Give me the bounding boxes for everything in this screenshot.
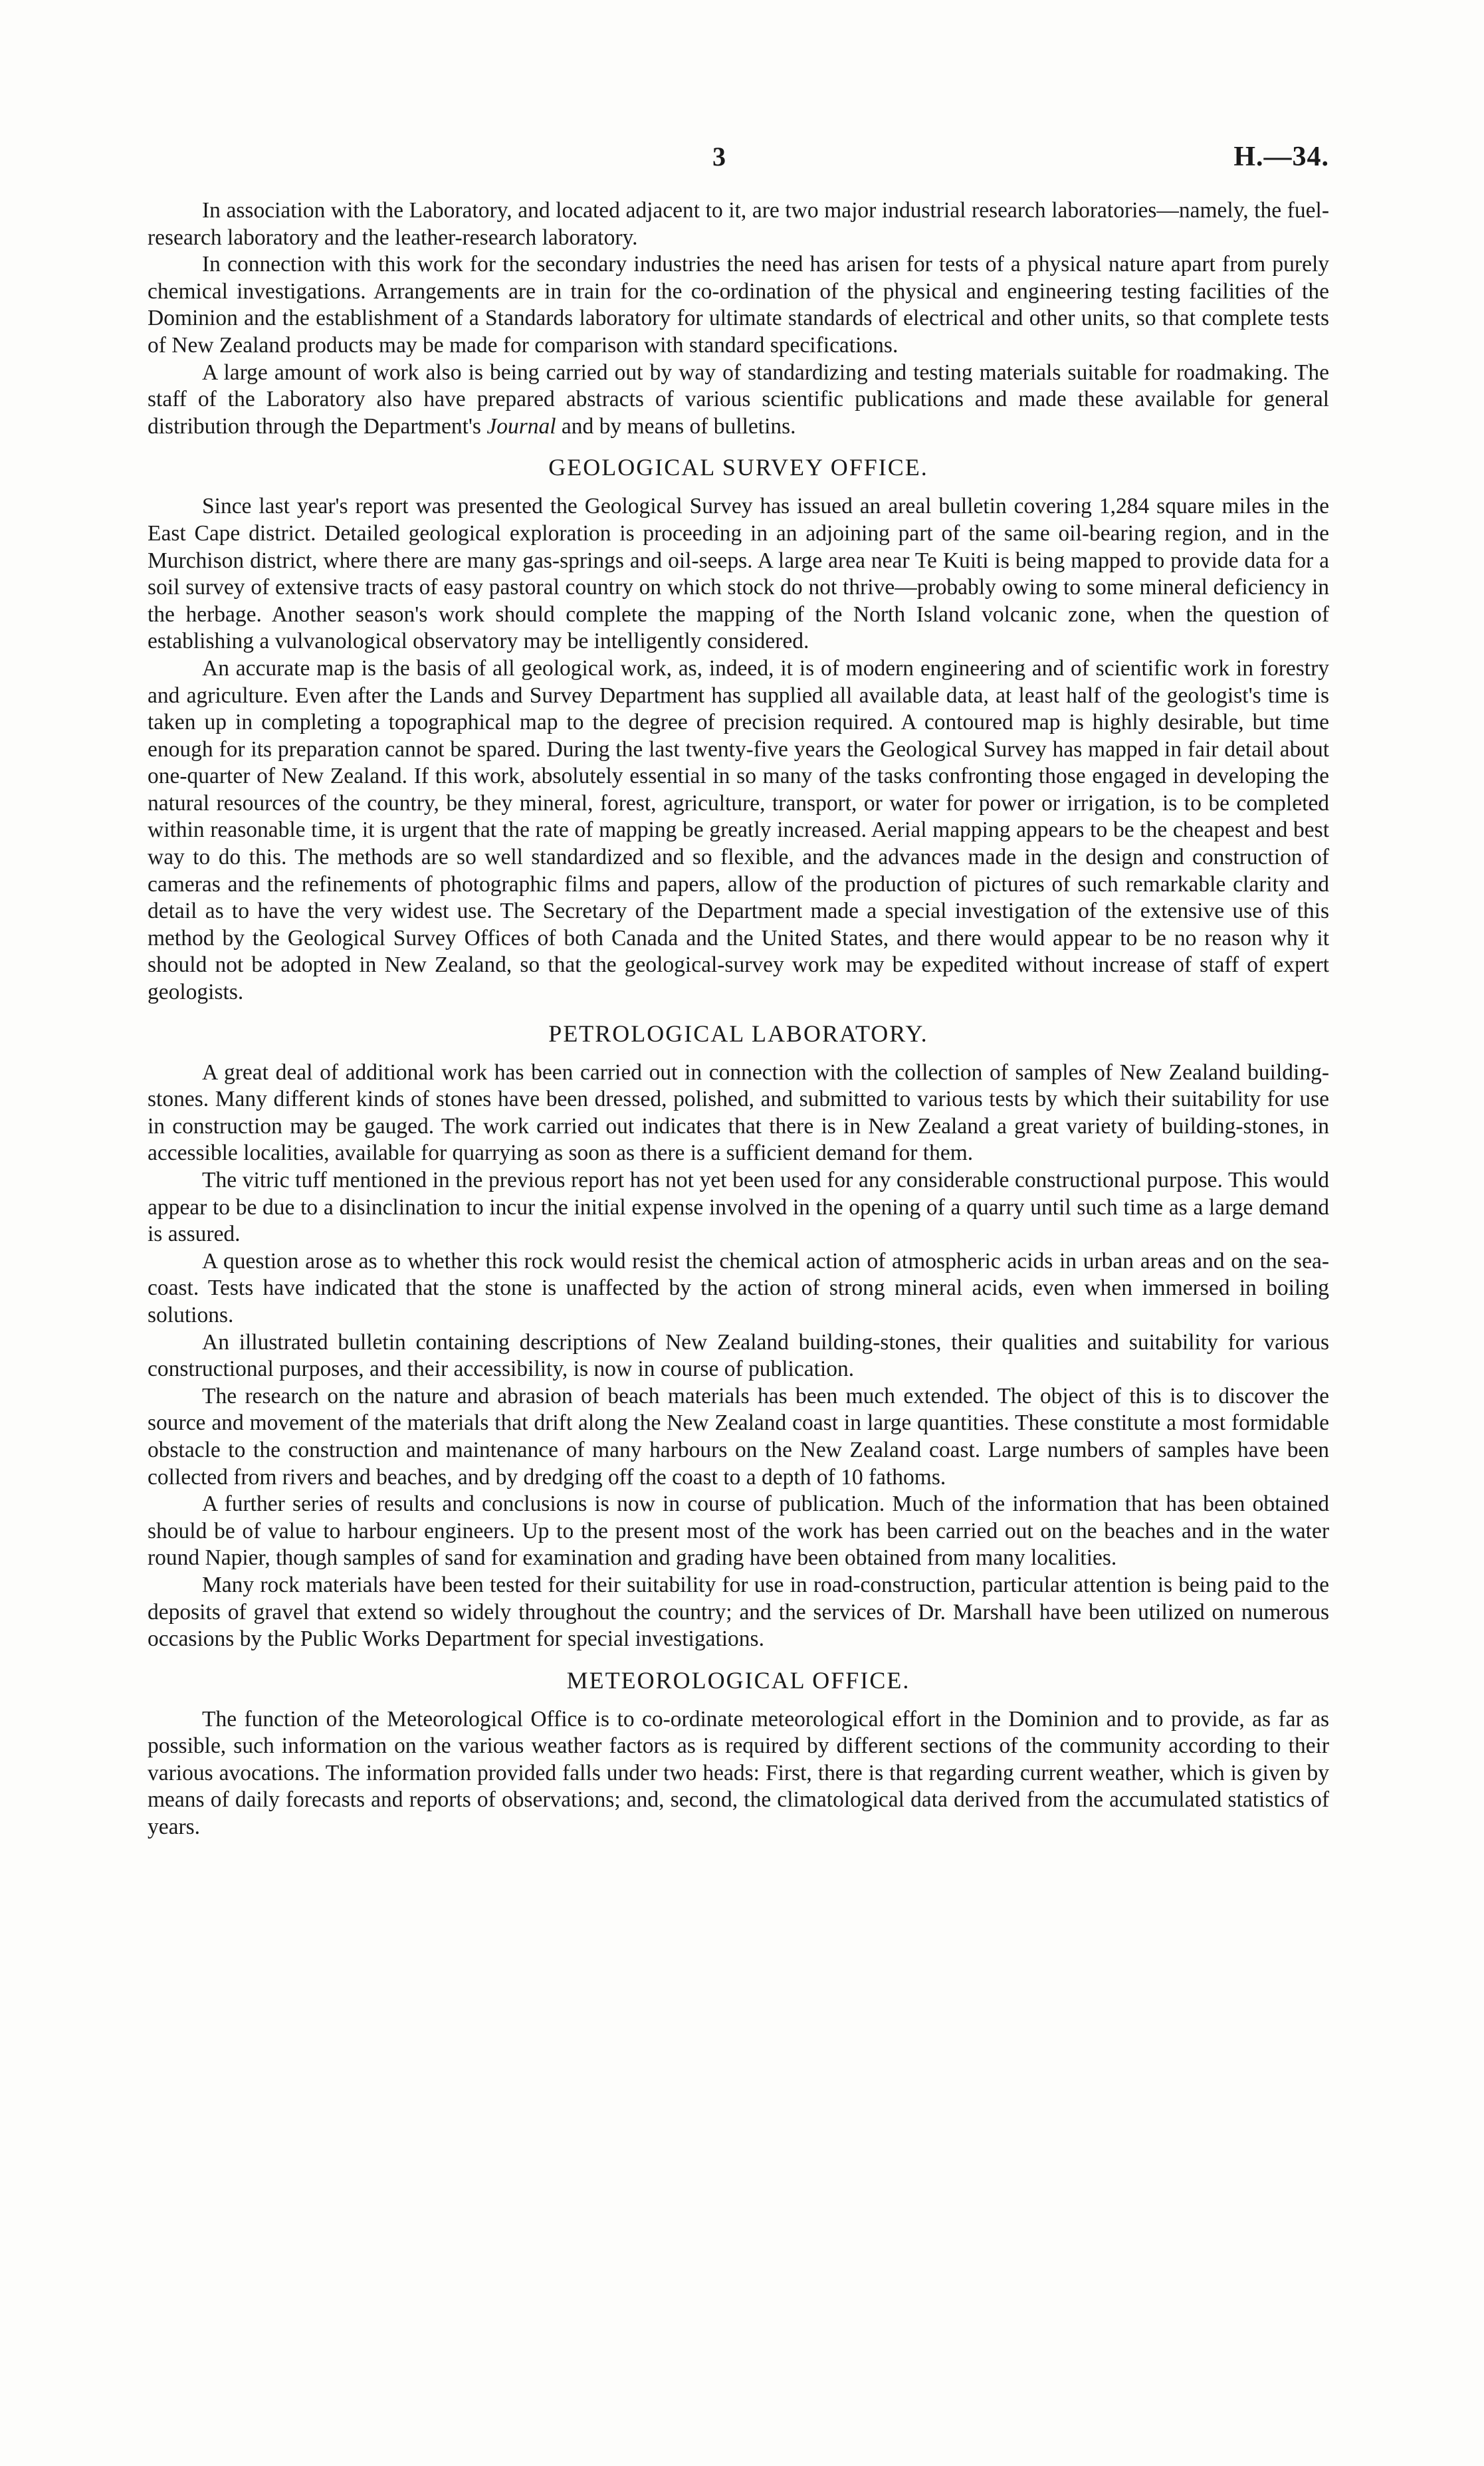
paragraph-with-italic [148, 360, 1329, 441]
meteorological-office-section [148, 1666, 1329, 1841]
paragraph: An accurate map is the basis of all geological work, as, indeed, it is of modern engineering and of scientific work in forestry and agriculture. Even after the Lands and Survey Department has supplied all available data, at least half of the geologist's time is taken up in completing a topographical map to the degree of precision required. A contoured map is highly desirable, but time enough for its preparation cannot be spared. During the last twenty-five years the Geological Survey has mapped in fair detail about one-quarter of New Zealand. If this work, absolutely essential in so many of the tasks confronting those engaged in developing the natural resources of the country, be they mineral, forest, agriculture, transport, or water for power or irrigation, is to be completed within reasonable time, it is urgent that the rate of mapping be greatly increased. Aerial mapping appears to be the cheapest and best way to do this. The methods are so well standardized and so flexible, and the advances made in the design and construction of cameras and the refinements of photographic films and papers, allow of the production of pictures of such remarkable clarity and detail as to have the very widest use. The Secretary of the Department made a special investigation of the extensive use of this method by the Geological Survey Offices of both Canada and the United States, and there would appear to be no reason why it should not be adopted in New Zealand, so that the geological-survey work may be expedited without increase of staff of expert geologists. [148, 655, 1329, 1005]
paragraph: In connection with this work for the secondary industries the need has arisen for tests of a physical nature apart from purely chemical investigations. Arrangements are in train for the co-ordination of the physical and engineering testing facilities of the Dominion and the establishment of a Standards laboratory for ultimate standards of electrical and other units, so that complete tests of New Zealand products may be made for comparison with standard specifications. [148, 252, 1329, 358]
paragraph: The research on the nature and abrasion of beach materials has been much extended. The object of this is to discover the source and movement of the materials that drift along the New Zealand coast in large quantities. These constitute a most formidable obstacle to the construction and maintenance of many harbours on the New Zealand coast. Large numbers of samples have been collected from rivers and beaches, and by dredging off the coast to a depth of 10 fathoms. [148, 1383, 1329, 1490]
section-heading: GEOLOGICAL SURVEY OFFICE. [548, 454, 928, 481]
page-header [148, 141, 1329, 181]
paragraph: A question arose as to whether this rock would resist the chemical action of atmospheric acids in urban areas and on the sea-coast. Tests have indicated that the stone is unaffected by the action of strong mineral acids, even when immersed in boiling solutions. [148, 1248, 1329, 1327]
paragraph: In association with the Laboratory, and located adjacent to it, are two major industrial research laboratories—namely, the fuel-research laboratory and the leather-research laboratory. [148, 198, 1329, 250]
intro-section [148, 197, 1329, 440]
paragraph: A great deal of additional work has been carried out in connection with the collection of samples of New Zealand building-stones. Many different kinds of stones have been dressed, polished, and submitted to various tests by which their suitability for use in construction may be gauged. The work carried out indicates that there is in New Zealand a great variety of building-stones, in accessible localities, available for quarrying as soon as there is a sufficient demand for them. [148, 1060, 1329, 1166]
paragraph: Many rock materials have been tested for their suitability for use in road-construction, particular attention is being paid to the deposits of gravel that extend so widely throughout the country; and the services of Dr. Marshall have been utilized on numerous occasions by the Public Works Department for special investigations. [148, 1572, 1329, 1652]
petrological-laboratory-section [148, 1020, 1329, 1653]
paragraph: A further series of results and conclusions is now in course of publication. Much of the information that has been obtained should be of value to harbour engineers. Up to the present most of the work has been carried out on the beaches and in the water round Napier, though samples of sand for examination and grading have been obtained from many localities. [148, 1492, 1329, 1571]
paragraph: Since last year's report was presented the Geological Survey has issued an areal bulletin covering 1,284 square miles in the East Cape district. Detailed geological exploration is proceeding in an adjoining part of the same oil-bearing region, and in the Murchison district, where there are many gas-springs and oil-seeps. A large area near Te Kuiti is being mapped to provide data for a soil survey of extensive tracts of easy pastoral country on which stock do not thrive—probably owing to some mineral deficiency in the herbage. Another season's work should complete the mapping of the North Island volcanic zone, when the question of establishing a vulvanological observatory may be intelligently considered. [148, 494, 1329, 654]
paragraph: The vitric tuff mentioned in the previous report has not yet been used for any considerable constructional purpose. This would appear to be due to a disinclination to incur the initial expense involved in the opening of a quarry until such time as a large demand is assured. [148, 1168, 1329, 1247]
paragraph: The function of the Meteorological Office is to co-ordinate meteorological effort in the Dominion and to provide, as far as possible, such information on the various weather factors as is required by different sections of the community according to their various avocations. The information provided falls under two heads: First, there is that regarding current weather, which is given by means of daily forecasts and reports of observations; and, second, the climatological data derived from the accumulated statistics of years. [148, 1706, 1329, 1840]
journal-italic: Journal [486, 413, 556, 439]
page-number: 3 [712, 142, 726, 171]
document-reference: H.—34. [1233, 142, 1329, 172]
text-run: and by means of bulletins. [556, 413, 796, 439]
geological-survey-section [148, 453, 1329, 1006]
page-body [148, 197, 1329, 1841]
text-run: A large amount of work also is being carried out by way of standardizing and testing materials suitable for roadmaking. The staff of the Laboratory also have prepared abstracts of various scientific publications and made these available for general distribution through the Department's [148, 360, 1329, 439]
paragraph: An illustrated bulletin containing descriptions of New Zealand building-stones, their qualities and suitability for various constructional purposes, and their accessibility, is now in course of publication. [148, 1329, 1329, 1382]
section-heading: METEOROLOGICAL OFFICE. [566, 1666, 910, 1694]
section-heading: PETROLOGICAL LABORATORY. [548, 1020, 928, 1047]
